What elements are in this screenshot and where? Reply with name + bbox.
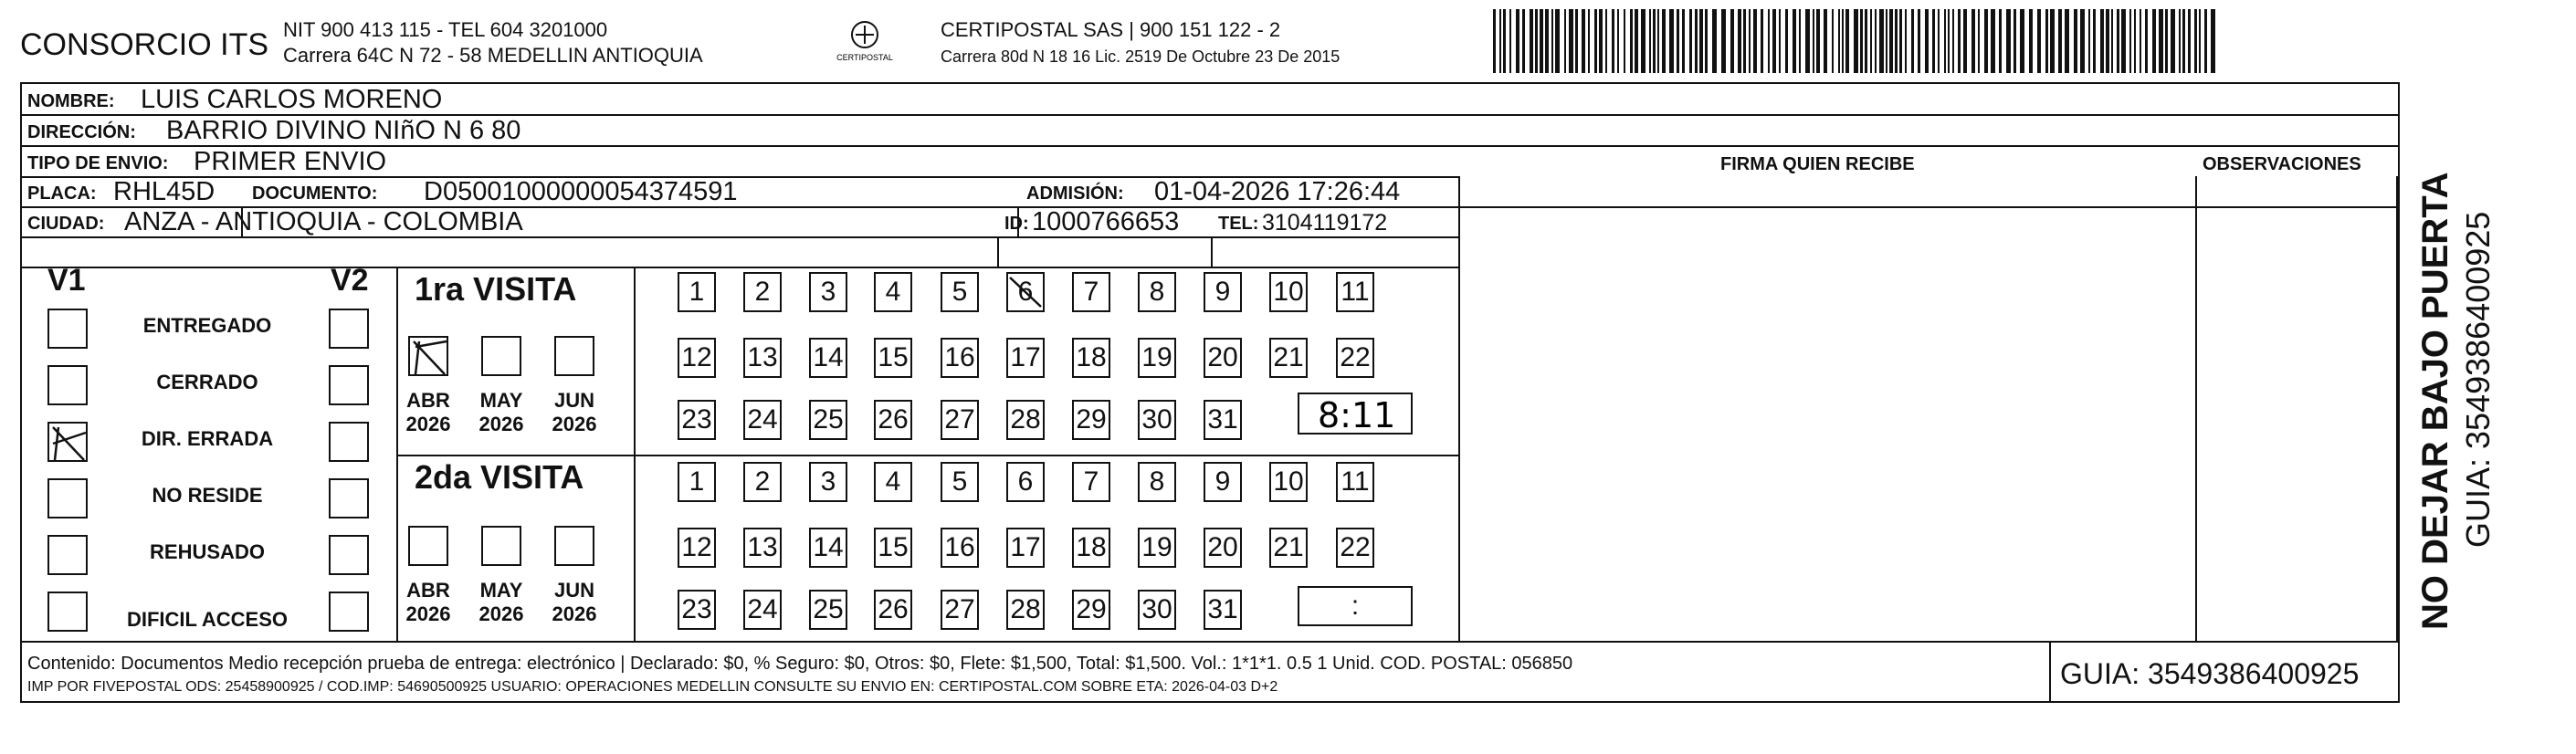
check-mark-icon [410, 338, 450, 378]
visit-2-day-14[interactable]: 14 [809, 528, 847, 568]
visit-2-day-2[interactable]: 2 [743, 462, 782, 502]
company-name: CONSORCIO ITS [20, 27, 269, 62]
admision-label: ADMISIÓN: [1026, 183, 1124, 204]
v1-checkbox-dir-errada[interactable] [47, 422, 88, 462]
side-guia: GUIA: 3549386400925 [2459, 211, 2497, 548]
visit-1-day-9[interactable]: 9 [1204, 272, 1242, 312]
delivery-form [20, 82, 2400, 703]
option-label-rehusado: REHUSADO [150, 540, 265, 563]
visit-1-day-13[interactable]: 13 [743, 338, 782, 378]
visit-2-title: 2da VISITA [415, 458, 584, 496]
v1-header: V1 [47, 263, 86, 298]
visit-1-day-7[interactable]: 7 [1072, 272, 1110, 312]
option-label-cerrado: CERRADO [156, 371, 258, 393]
visit-1-day-28[interactable]: 28 [1006, 400, 1045, 440]
visit-2-day-24[interactable]: 24 [743, 590, 782, 630]
visit-1-day-12[interactable]: 12 [678, 338, 716, 378]
visit-1-day-23[interactable]: 23 [678, 400, 716, 440]
nombre-label: NOMBRE: [27, 91, 115, 111]
footer-contenido: Contenido: Documentos Medio recepción prueba de entrega: electrónico | Declarado: $0, % Seguro: $0, Otros: $0, Flete: $1,500, Total: $1,500. Vol.: 1*1*1. 0.5 1 Unid. COD. POSTAL: 056850 [27, 654, 1573, 674]
certipostal-logo [836, 16, 894, 69]
visit-1-day-30[interactable]: 30 [1138, 400, 1176, 440]
visit-2-day-6[interactable]: 6 [1006, 462, 1045, 502]
visit-1-day-29[interactable]: 29 [1072, 400, 1110, 440]
visit-1-month-abr: ABR 2026 [405, 389, 451, 435]
option-label-dir-errada: DIR. ERRADA [141, 427, 274, 450]
visit-2-day-31[interactable]: 31 [1204, 590, 1242, 630]
visit-1-day-10[interactable]: 10 [1269, 272, 1308, 312]
visit-2-day-26[interactable]: 26 [874, 590, 912, 630]
visit-2-day-20[interactable]: 20 [1204, 528, 1242, 568]
direccion-label: DIRECCIÓN: [27, 122, 136, 142]
company-nit: NIT 900 413 115 - TEL 604 3201000 [283, 18, 608, 41]
visit-1-day-16[interactable]: 16 [941, 338, 979, 378]
visit-1-day-26[interactable]: 26 [874, 400, 912, 440]
ciudad-label: CIUDAD: [27, 214, 105, 234]
visit-1-day-25[interactable]: 25 [809, 400, 847, 440]
visit-2-day-3[interactable]: 3 [809, 462, 847, 502]
visit-2-day-22[interactable]: 22 [1336, 528, 1374, 568]
tipo-envio-value: PRIMER ENVIO [194, 147, 387, 176]
visit-2-day-13[interactable]: 13 [743, 528, 782, 568]
option-label-dificil-acceso: DIFICIL ACCESO [126, 608, 288, 631]
v2-checkbox-rehusado[interactable] [329, 535, 369, 575]
visit-2-day-7[interactable]: 7 [1072, 462, 1110, 502]
visit-1-day-2[interactable]: 2 [743, 272, 782, 312]
v2-checkbox-dir-errada[interactable] [329, 422, 369, 462]
visit-2-day-28[interactable]: 28 [1006, 590, 1045, 630]
handwritten-time [1299, 394, 1411, 433]
visit-2-day-27[interactable]: 27 [941, 590, 979, 630]
documento-label: DOCUMENTO: [252, 183, 378, 204]
direccion-value: BARRIO DIVINO NIñO N 6 80 [166, 116, 521, 145]
v1-checkbox-rehusado[interactable] [47, 535, 88, 575]
visit-2-day-8[interactable]: 8 [1138, 462, 1176, 502]
barcode [1493, 9, 2224, 73]
v2-checkbox-entregado[interactable] [329, 309, 369, 349]
v2-checkbox-no-reside[interactable] [329, 478, 369, 518]
visit-1-day-5[interactable]: 5 [941, 272, 979, 312]
visit-2-day-9[interactable]: 9 [1204, 462, 1242, 502]
nombre-value: LUIS CARLOS MORENO [141, 85, 443, 114]
visit-2-day-16[interactable]: 16 [941, 528, 979, 568]
visit-1-day-11[interactable]: 11 [1336, 272, 1374, 312]
visit-1-day-1[interactable]: 1 [678, 272, 716, 312]
visit-1-month-jun: JUN 2026 [552, 389, 597, 435]
visit-1-day-21[interactable]: 21 [1269, 338, 1308, 378]
visit-2-day-30[interactable]: 30 [1138, 590, 1176, 630]
v2-checkbox-dificil-acceso[interactable] [329, 592, 369, 632]
footer-guia: GUIA: 3549386400925 [2060, 657, 2360, 690]
visit-1-day-17[interactable]: 17 [1006, 338, 1045, 378]
visit-2-day-5[interactable]: 5 [941, 462, 979, 502]
visit-1-day-14[interactable]: 14 [809, 338, 847, 378]
id-value: 1000766653 [1032, 207, 1180, 236]
side-warning: NO DEJAR BAJO PUERTA [2415, 172, 2455, 630]
visit-1-day-20[interactable]: 20 [1204, 338, 1242, 378]
visit-2-time-box[interactable]: : [1298, 586, 1413, 626]
carrier-license: Carrera 80d N 18 16 Lic. 2519 De Octubre 23 De 2015 [941, 47, 1341, 66]
visit-2-day-12[interactable]: 12 [678, 528, 716, 568]
id-label: ID: [1004, 214, 1029, 234]
visit-2-day-15[interactable]: 15 [874, 528, 912, 568]
visit-2-day-1[interactable]: 1 [678, 462, 716, 502]
visit-2-day-4[interactable]: 4 [874, 462, 912, 502]
firma-header: FIRMA QUIEN RECIBE [1720, 154, 1915, 174]
admision-value: 01-04-2026 17:26:44 [1154, 177, 1401, 206]
observaciones-header: OBSERVACIONES [2203, 154, 2361, 174]
visit-1-month-abr-checkbox[interactable] [408, 336, 448, 376]
v2-checkbox-cerrado[interactable] [329, 365, 369, 405]
visit-2-day-17[interactable]: 17 [1006, 528, 1045, 568]
visit-2-day-11[interactable]: 11 [1336, 462, 1374, 502]
option-label-no-reside: NO RESIDE [152, 484, 263, 507]
footer-imp: IMP POR FIVEPOSTAL ODS: 25458900925 / COD.IMP: 54690500925 USUARIO: OPERACIONES MEDELLIN CONSULTE SU ENVIO EN: CERTIPOSTAL.COM SOBRE ETA: 2026-04-03 D+2 [27, 679, 1278, 695]
visit-1-day-22[interactable]: 22 [1336, 338, 1374, 378]
visit-2-month-may-checkbox[interactable] [481, 526, 521, 566]
visit-1-month-may-checkbox[interactable] [481, 336, 521, 376]
visit-1-day-24[interactable]: 24 [743, 400, 782, 440]
visit-1-day-3[interactable]: 3 [809, 272, 847, 312]
tel-value: 3104119172 [1262, 210, 1388, 236]
visit-1-day-15[interactable]: 15 [874, 338, 912, 378]
visit-1-day-31[interactable]: 31 [1204, 400, 1242, 440]
placa-value: RHL45D [113, 177, 216, 206]
visit-2-day-10[interactable]: 10 [1269, 462, 1308, 502]
visit-2-month-jun-checkbox[interactable] [554, 526, 594, 566]
documento-value: D05001000000054374591 [424, 177, 738, 206]
visit-1-month-may: MAY 2026 [478, 389, 524, 435]
visit-2-month-abr: ABR 2026 [405, 579, 451, 625]
visit-2-day-18[interactable]: 18 [1072, 528, 1110, 568]
visit-1-day-8[interactable]: 8 [1138, 272, 1176, 312]
check-mark-icon [49, 424, 89, 464]
visit-1-day-18[interactable]: 18 [1072, 338, 1110, 378]
visit-1-title: 1ra VISITA [415, 270, 577, 308]
company-address: Carrera 64C N 72 - 58 MEDELLIN ANTIOQUIA [283, 44, 703, 67]
logo-text: CERTIPOSTAL [836, 53, 893, 62]
tel-label: TEL: [1218, 214, 1259, 234]
visit-1-day-19[interactable]: 19 [1138, 338, 1176, 378]
placa-label: PLACA: [27, 183, 97, 204]
option-label-entregado: ENTREGADO [142, 314, 272, 337]
visit-2-month-abr-checkbox[interactable] [408, 526, 448, 566]
visit-2-month-jun: JUN 2026 [552, 579, 597, 625]
visit-1-day-6[interactable]: 6 [1006, 272, 1045, 312]
carrier-name: CERTIPOSTAL SAS | 900 151 122 - 2 [941, 18, 1281, 41]
visit-1-day-27[interactable]: 27 [941, 400, 979, 440]
v1-checkbox-entregado[interactable] [47, 309, 88, 349]
tipo-envio-label: TIPO DE ENVIO: [27, 153, 169, 173]
visit-2-day-21[interactable]: 21 [1269, 528, 1308, 568]
visit-1-time-box[interactable] [1298, 393, 1413, 435]
ciudad-value: ANZA - ANTIOQUIA - COLOMBIA [124, 207, 523, 236]
visit-2-month-may: MAY 2026 [478, 579, 524, 625]
v2-header: V2 [331, 263, 369, 298]
svg-text:8:11: 8:11 [1318, 395, 1396, 433]
visit-2-day-25[interactable]: 25 [809, 590, 847, 630]
v1-checkbox-dificil-acceso[interactable] [47, 592, 88, 632]
visit-2-day-23[interactable]: 23 [678, 590, 716, 630]
visit-1-day-4[interactable]: 4 [874, 272, 912, 312]
visit-2-day-29[interactable]: 29 [1072, 590, 1110, 630]
visit-2-day-19[interactable]: 19 [1138, 528, 1176, 568]
v1-checkbox-no-reside[interactable] [47, 478, 88, 518]
visit-1-month-jun-checkbox[interactable] [554, 336, 594, 376]
v1-checkbox-cerrado[interactable] [47, 365, 88, 405]
